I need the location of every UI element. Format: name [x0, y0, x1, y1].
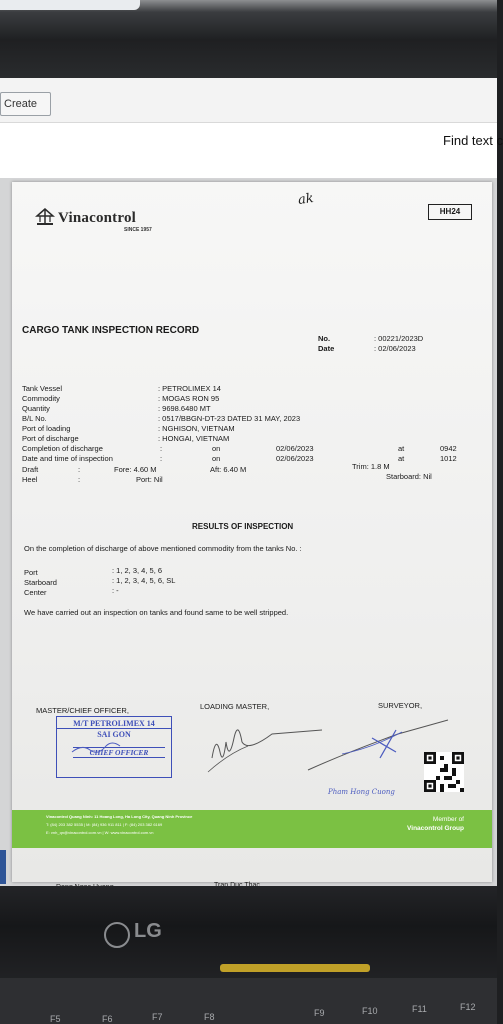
stamp-line1: M/T PETROLIMEX 14 [57, 719, 171, 729]
key-f9[interactable]: F9 [314, 1008, 325, 1018]
key-f8[interactable]: F8 [204, 1012, 215, 1022]
signatures-drawing [12, 182, 492, 822]
ref-no-label: No. [318, 334, 331, 343]
results-intro: On the completion of discharge of above mentioned commodity from the tanks No. : [24, 544, 302, 553]
key-f7[interactable]: F7 [152, 1012, 163, 1022]
handwritten-initials: ak [297, 190, 315, 209]
inspection-time: 1012 [440, 454, 457, 463]
field-label: Tank Vessel [22, 384, 63, 393]
heel-label: Heel [22, 475, 38, 484]
draft-label: Draft [22, 465, 39, 474]
toolbar-ribbon [0, 122, 497, 179]
completion-colon: : [160, 444, 163, 453]
inspection-at: at [398, 454, 405, 463]
key-f11[interactable]: F11 [412, 1004, 427, 1014]
field-label: Port of discharge [22, 434, 79, 443]
draft-aft: Aft: 6.40 M [210, 465, 247, 474]
heel-port: Port: Nil [136, 475, 163, 484]
light-glare [0, 0, 140, 10]
laptop-brand: LG [134, 920, 162, 942]
stamp-line3: CHIEF OFFICER [73, 747, 165, 758]
completion-date: 02/06/2023 [276, 444, 314, 453]
lg-logo-icon [104, 922, 130, 948]
field-value: : PETROLIMEX 14 [158, 384, 221, 393]
field-label: Commodity [22, 394, 60, 403]
footer-address: Vinacontrol Quang Ninh: 11 Hoang Long, Ha Long City, Quang Ninh Province [46, 814, 193, 819]
tank-label: Port [24, 568, 38, 577]
field-value: : HONGAI, VIETNAM [158, 434, 230, 443]
key-f6[interactable]: F6 [102, 1014, 113, 1024]
signatory-surveyor: SURVEYOR, [378, 701, 423, 710]
footer-member-group: Vinacontrol Group [407, 825, 464, 832]
key-f10[interactable]: F10 [362, 1006, 378, 1016]
field-value: : 0517/BBGN-DT-23 DATED 31 MAY, 2023 [158, 414, 301, 423]
field-label: Quantity [22, 404, 50, 413]
taskbar-edge [0, 850, 6, 884]
inspection-time-colon: : [160, 454, 163, 463]
sticker-strip [220, 964, 370, 972]
completion-on: on [212, 444, 221, 453]
brand-name: Vinacontrol [58, 210, 137, 226]
field-value: : NGHISON, VIETNAM [158, 424, 235, 433]
footer-member-label: Member of [432, 816, 464, 823]
ref-no-value: : 00221/2023D [374, 334, 424, 343]
tank-label: Center [24, 588, 47, 597]
draft-fore: Fore: 4.60 M [114, 465, 157, 474]
tank-label: Starboard [24, 578, 57, 587]
heel-colon: : [78, 475, 81, 484]
document-code-box: HH24 [428, 204, 472, 220]
ref-date-value: : 02/06/2023 [374, 344, 416, 353]
tank-value: : 1, 2, 3, 4, 5, 6, SL [112, 576, 176, 585]
inspection-time-label: Date and time of inspection [22, 454, 113, 463]
completion-at: at [398, 444, 405, 453]
draft-trim: Trim: 1.8 M [352, 462, 390, 471]
qr-code-icon [424, 752, 464, 792]
footer-contact: E: vnh_qn@vinacontrol.com.vn | W: www.vinacontrol.com.vn [46, 830, 154, 835]
stamp-line2: SAI GON [97, 730, 131, 739]
key-f12[interactable]: F12 [460, 1002, 476, 1012]
footer-phone: T: (84) 203 382 5535 | M: (84) 936 911 811 | F: (84) 203 382 6169 [46, 822, 163, 827]
signatory-loading: LOADING MASTER, [200, 702, 270, 711]
find-text-button[interactable]: Find text c [443, 133, 503, 148]
inspection-date: 02/06/2023 [276, 454, 314, 463]
ref-date-label: Date [318, 344, 335, 353]
results-title: RESULTS OF INSPECTION [192, 522, 294, 531]
field-value: : MOGAS RON 95 [158, 394, 220, 403]
keyboard-row [0, 978, 497, 1024]
field-label: Port of loading [22, 424, 71, 433]
tank-value: : - [112, 586, 119, 595]
key-f5[interactable]: F5 [50, 1014, 61, 1024]
inspection-time-on: on [212, 454, 221, 463]
footer-bar [12, 810, 492, 848]
heel-starboard: Starboard: Nil [386, 472, 432, 481]
page-title: CARGO TANK INSPECTION RECORD [22, 325, 200, 336]
conclusion-text: We have carried out an inspection on tanks and found same to be well stripped. [24, 608, 289, 617]
draft-colon: : [78, 465, 81, 474]
create-button[interactable]: Create [0, 92, 51, 116]
surveyor-handwritten-name: Pham Hong Cuong [328, 788, 395, 796]
completion-label: Completion of discharge [22, 444, 103, 453]
brand-since: SINCE 1957 [124, 227, 152, 233]
tank-value: : 1, 2, 3, 4, 5, 6 [112, 566, 163, 575]
screen [0, 78, 503, 886]
laptop-bezel-top [0, 0, 497, 80]
field-value: : 9698.6480 MT [158, 404, 211, 413]
field-label: B/L No. [22, 414, 47, 423]
signatory-master: MASTER/CHIEF OFFICER, [36, 706, 129, 715]
completion-time: 0942 [440, 444, 457, 453]
document-page [12, 182, 492, 882]
